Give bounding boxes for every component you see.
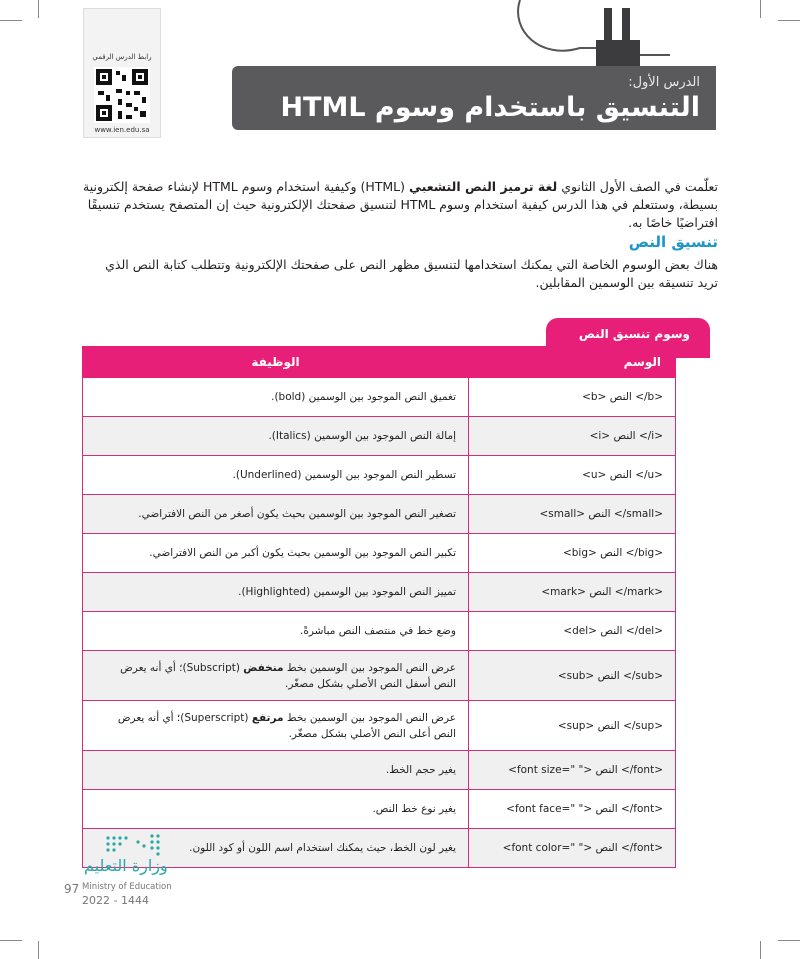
function-cell: تكبير النص الموجود بين الوسمين بحيث يكون أكبر من النص الافتراضي. [83, 534, 469, 573]
intro-text-continued: (HTML) وكيفية استخدام وسوم HTML لإنشاء صفحة إلكترونية بسيطة، وستتعلم في هذا الدرس كيفية استخدام وسوم HTML لتنسيق صفحتك الإلكترونية حيث إن المتصفح يستخدم تنسيقًا افتراضيًا خاصًا به. [83, 179, 718, 230]
crop-mark [760, 941, 761, 959]
function-cell: يغير لون الخط، حيث يمكنك استخدام اسم اللون أو كود اللون. [83, 829, 469, 868]
crop-mark [778, 20, 800, 21]
intro-text: تعلّمت في الصف الأول الثانوي [557, 179, 718, 194]
tag-cell [469, 829, 676, 868]
qr-url[interactable]: www.ien.edu.sa [94, 126, 150, 134]
academic-year: 2022 - 1444 [82, 894, 149, 907]
tag-cell [469, 456, 676, 495]
tag-cell [469, 573, 676, 612]
function-cell: تصغير النص الموجود بين الوسمين بحيث يكون أصغر من النص الافتراضي. [83, 495, 469, 534]
tag-cell [469, 651, 676, 701]
table-row [83, 378, 676, 417]
tag-code: <font color=" "> النص </font> [502, 842, 663, 854]
tag-cell [469, 495, 676, 534]
crop-mark [0, 940, 22, 941]
table-header-row [83, 347, 676, 378]
function-text: عرض النص الموجود بين الوسمين بخط [283, 711, 456, 724]
ministry-name-english: Ministry of Education [82, 882, 172, 892]
tag-code: <b> النص </b> [582, 391, 663, 403]
table-row [83, 790, 676, 829]
tag-code: <font size=" "> النص </font> [508, 764, 663, 776]
tag-cell [469, 751, 676, 790]
tag-cell [469, 701, 676, 751]
qr-caption: رابط الدرس الرقمي [92, 53, 152, 61]
table-row [83, 573, 676, 612]
lesson-banner [232, 66, 716, 130]
table-caption: وسوم تنسيق النص [578, 327, 690, 341]
tag-cell [469, 612, 676, 651]
table-row [83, 456, 676, 495]
table-row [83, 701, 676, 751]
function-cell: يغير نوع خط النص. [83, 790, 469, 829]
tag-code: <font face=" "> النص </font> [506, 803, 663, 815]
table-row [83, 651, 676, 701]
function-bold-term: منخفض [243, 661, 284, 674]
column-header-function: الوظيفة [83, 347, 469, 378]
tag-cell [469, 417, 676, 456]
function-cell [83, 701, 469, 751]
tag-code: <small> النص </small> [539, 508, 663, 520]
section-paragraph: هناك بعض الوسوم الخاصة التي يمكنك استخدامها لتنسيق مظهر النص على صفحتك الإلكترونية وتتطلب كتابة النص الذي تريد تنسيقه بين الوسمين المقابلين. [105, 257, 718, 290]
function-cell: يغير حجم الخط. [83, 751, 469, 790]
table-row [83, 417, 676, 456]
tag-code: <del> النص </del> [563, 625, 663, 637]
tag-cell [469, 790, 676, 829]
function-cell: تسطير النص الموجود بين الوسمين (Underlined). [83, 456, 469, 495]
function-text-continued: (Subscript)؛ أي أنه يعرض النص أسفل النص الأصلي بشكل مصغّر. [120, 661, 456, 690]
table-row [83, 534, 676, 573]
qr-card[interactable] [83, 8, 161, 138]
function-cell: تمييز النص الموجود بين الوسمين (Highlighted). [83, 573, 469, 612]
tag-cell [469, 378, 676, 417]
text-formatting-tags-table [82, 346, 676, 868]
crop-mark [778, 940, 800, 941]
function-cell: إمالة النص الموجود بين الوسمين (Italics). [83, 417, 469, 456]
function-cell: وضع خط في منتصف النص مباشرةً. [83, 612, 469, 651]
crop-mark [760, 0, 761, 18]
ministry-dots-icon [104, 832, 164, 856]
tag-code: <mark> النص </mark> [541, 586, 663, 598]
table-row [83, 612, 676, 651]
table-row [83, 751, 676, 790]
function-text-continued: (Superscript)؛ أي أنه يعرض النص أعلى النص الأصلي بشكل مصغّر. [117, 711, 456, 740]
lesson-label: الدرس الأول: [628, 75, 700, 90]
tag-code: <u> النص </u> [582, 469, 663, 481]
ministry-name-arabic: وزارة التعليم [84, 856, 168, 875]
intro-bold-term: لغة ترميز النص التشعبي [409, 179, 558, 194]
function-bold-term: مرتفع [251, 711, 284, 724]
function-cell: تغميق النص الموجود بين الوسمين (bold). [83, 378, 469, 417]
column-header-tag: الوسم [469, 347, 676, 378]
tag-code: <big> النص </big> [562, 547, 663, 559]
lesson-title: التنسيق باستخدام وسوم HTML [280, 92, 700, 123]
tag-code: <sup> النص </sup> [557, 719, 663, 732]
qr-code-icon[interactable] [94, 67, 150, 123]
function-text: عرض النص الموجود بين الوسمين بخط [283, 661, 456, 674]
plug-decoration-icon [500, 0, 670, 70]
ministry-logo [62, 826, 222, 916]
tag-code: <i> النص </i> [589, 430, 663, 442]
crop-mark [38, 0, 39, 18]
crop-mark [0, 20, 22, 21]
tag-code: <sub> النص </sub> [557, 669, 663, 682]
function-cell [83, 651, 469, 701]
crop-mark [38, 941, 39, 959]
intro-paragraph [82, 178, 718, 232]
tag-cell [469, 534, 676, 573]
section-heading: تنسيق النص [628, 233, 718, 251]
page-number: 97 [64, 882, 80, 896]
table-row [83, 495, 676, 534]
